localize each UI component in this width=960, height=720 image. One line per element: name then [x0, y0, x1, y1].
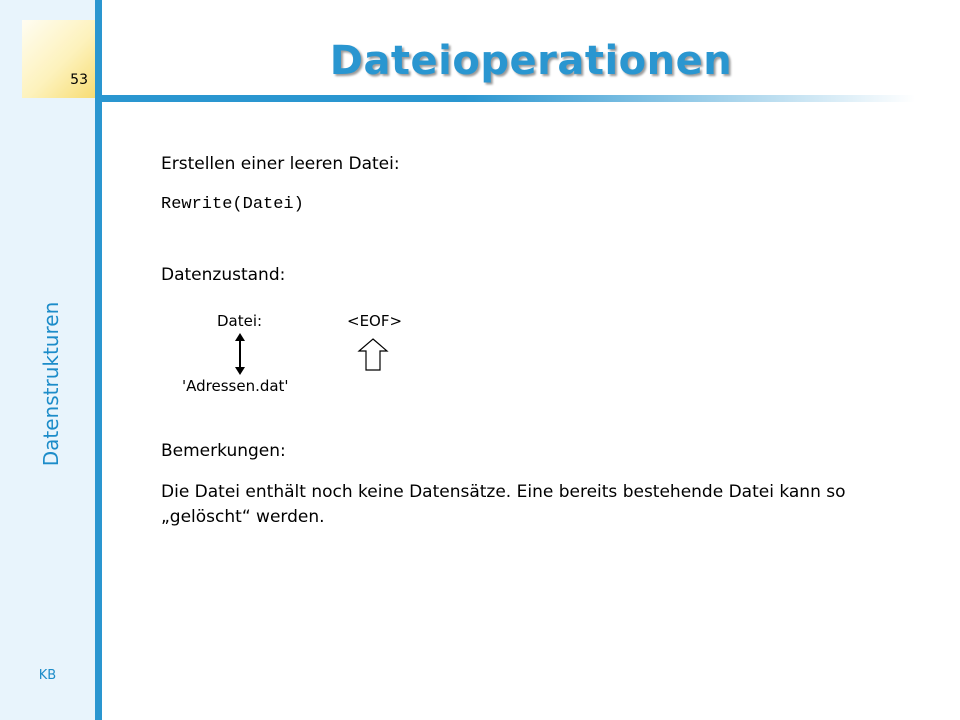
code-rewrite: Rewrite(Datei) — [161, 195, 304, 214]
sidebar-label: Datenstrukturen — [39, 301, 63, 467]
vertical-accent-bar — [95, 0, 102, 720]
footer-label: KB — [38, 668, 57, 683]
heading-remarks: Bemerkungen: — [161, 441, 286, 461]
diagram-eof-marker: <EOF> — [347, 312, 403, 330]
title-underline — [95, 95, 915, 102]
heading-data-state: Datenzustand: — [161, 265, 286, 285]
file-pointer-arrow-icon — [356, 338, 390, 372]
diagram-file-label: Datei: — [217, 312, 263, 330]
double-arrow-icon — [232, 333, 248, 375]
heading-create-file: Erstellen einer leeren Datei: — [161, 154, 400, 174]
diagram-filename: 'Adressen.dat' — [182, 377, 289, 395]
slide-title: Dateioperationen — [329, 38, 733, 84]
page-number: 53 — [70, 72, 88, 88]
remarks-paragraph: Die Datei enthält noch keine Datensätze. Eine bereits bestehende Datei kann so „gelöscht“ werden. — [161, 482, 846, 527]
